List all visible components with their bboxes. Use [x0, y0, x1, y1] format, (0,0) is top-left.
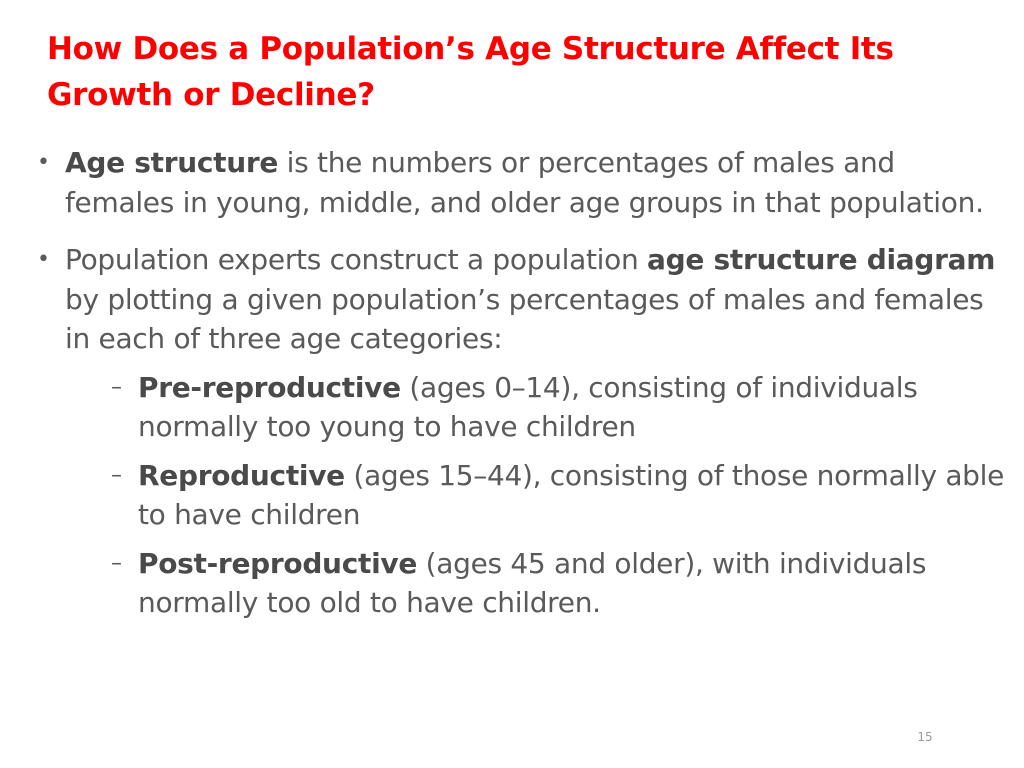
subbullet-marker: – — [111, 550, 122, 576]
subbullet-bold-term: Reproductive — [138, 458, 345, 492]
subbullet-bold-term: Pre-reproductive — [138, 370, 401, 404]
subbullet-bold-term: Post-reproductive — [138, 546, 418, 580]
subbullet-reproductive — [65, 456, 1008, 535]
bullet-bold-term: Age structure — [65, 146, 279, 179]
bullet-marker: • — [37, 247, 50, 272]
bullet-text-post: by plotting a given population’s percentages of males and females in each of three age categories: — [65, 282, 984, 355]
bullet-text: is the numbers or percentages of males and females in young, middle, and older age groups in that population. — [65, 146, 984, 219]
bullet-marker: • — [37, 150, 50, 175]
slide-body — [28, 143, 1008, 623]
subbullet-text: (ages 45 and older), with individuals normally too old to have children. — [138, 546, 927, 619]
subbullet-text: (ages 0–14), consisting of individuals normally too young to have children — [138, 370, 918, 443]
page-number: 15 — [917, 730, 933, 744]
subbullet-pre-reproductive — [65, 368, 1008, 447]
slide-title: How Does a Population’s Age Structure Affect Its Growth or Decline? — [47, 31, 894, 113]
bullet-age-structure-diagram — [28, 240, 1008, 623]
bullet-age-structure — [28, 143, 1008, 222]
bullet-bold-term: age structure diagram — [647, 243, 996, 276]
subbullet-text: (ages 15–44), consisting of those normally able to have children — [138, 458, 1005, 531]
subbullet-marker: – — [111, 462, 122, 488]
subbullet-marker: – — [111, 374, 122, 400]
bullet-text-pre: Population experts construct a population — [65, 243, 648, 276]
subbullet-post-reproductive — [65, 544, 1008, 623]
